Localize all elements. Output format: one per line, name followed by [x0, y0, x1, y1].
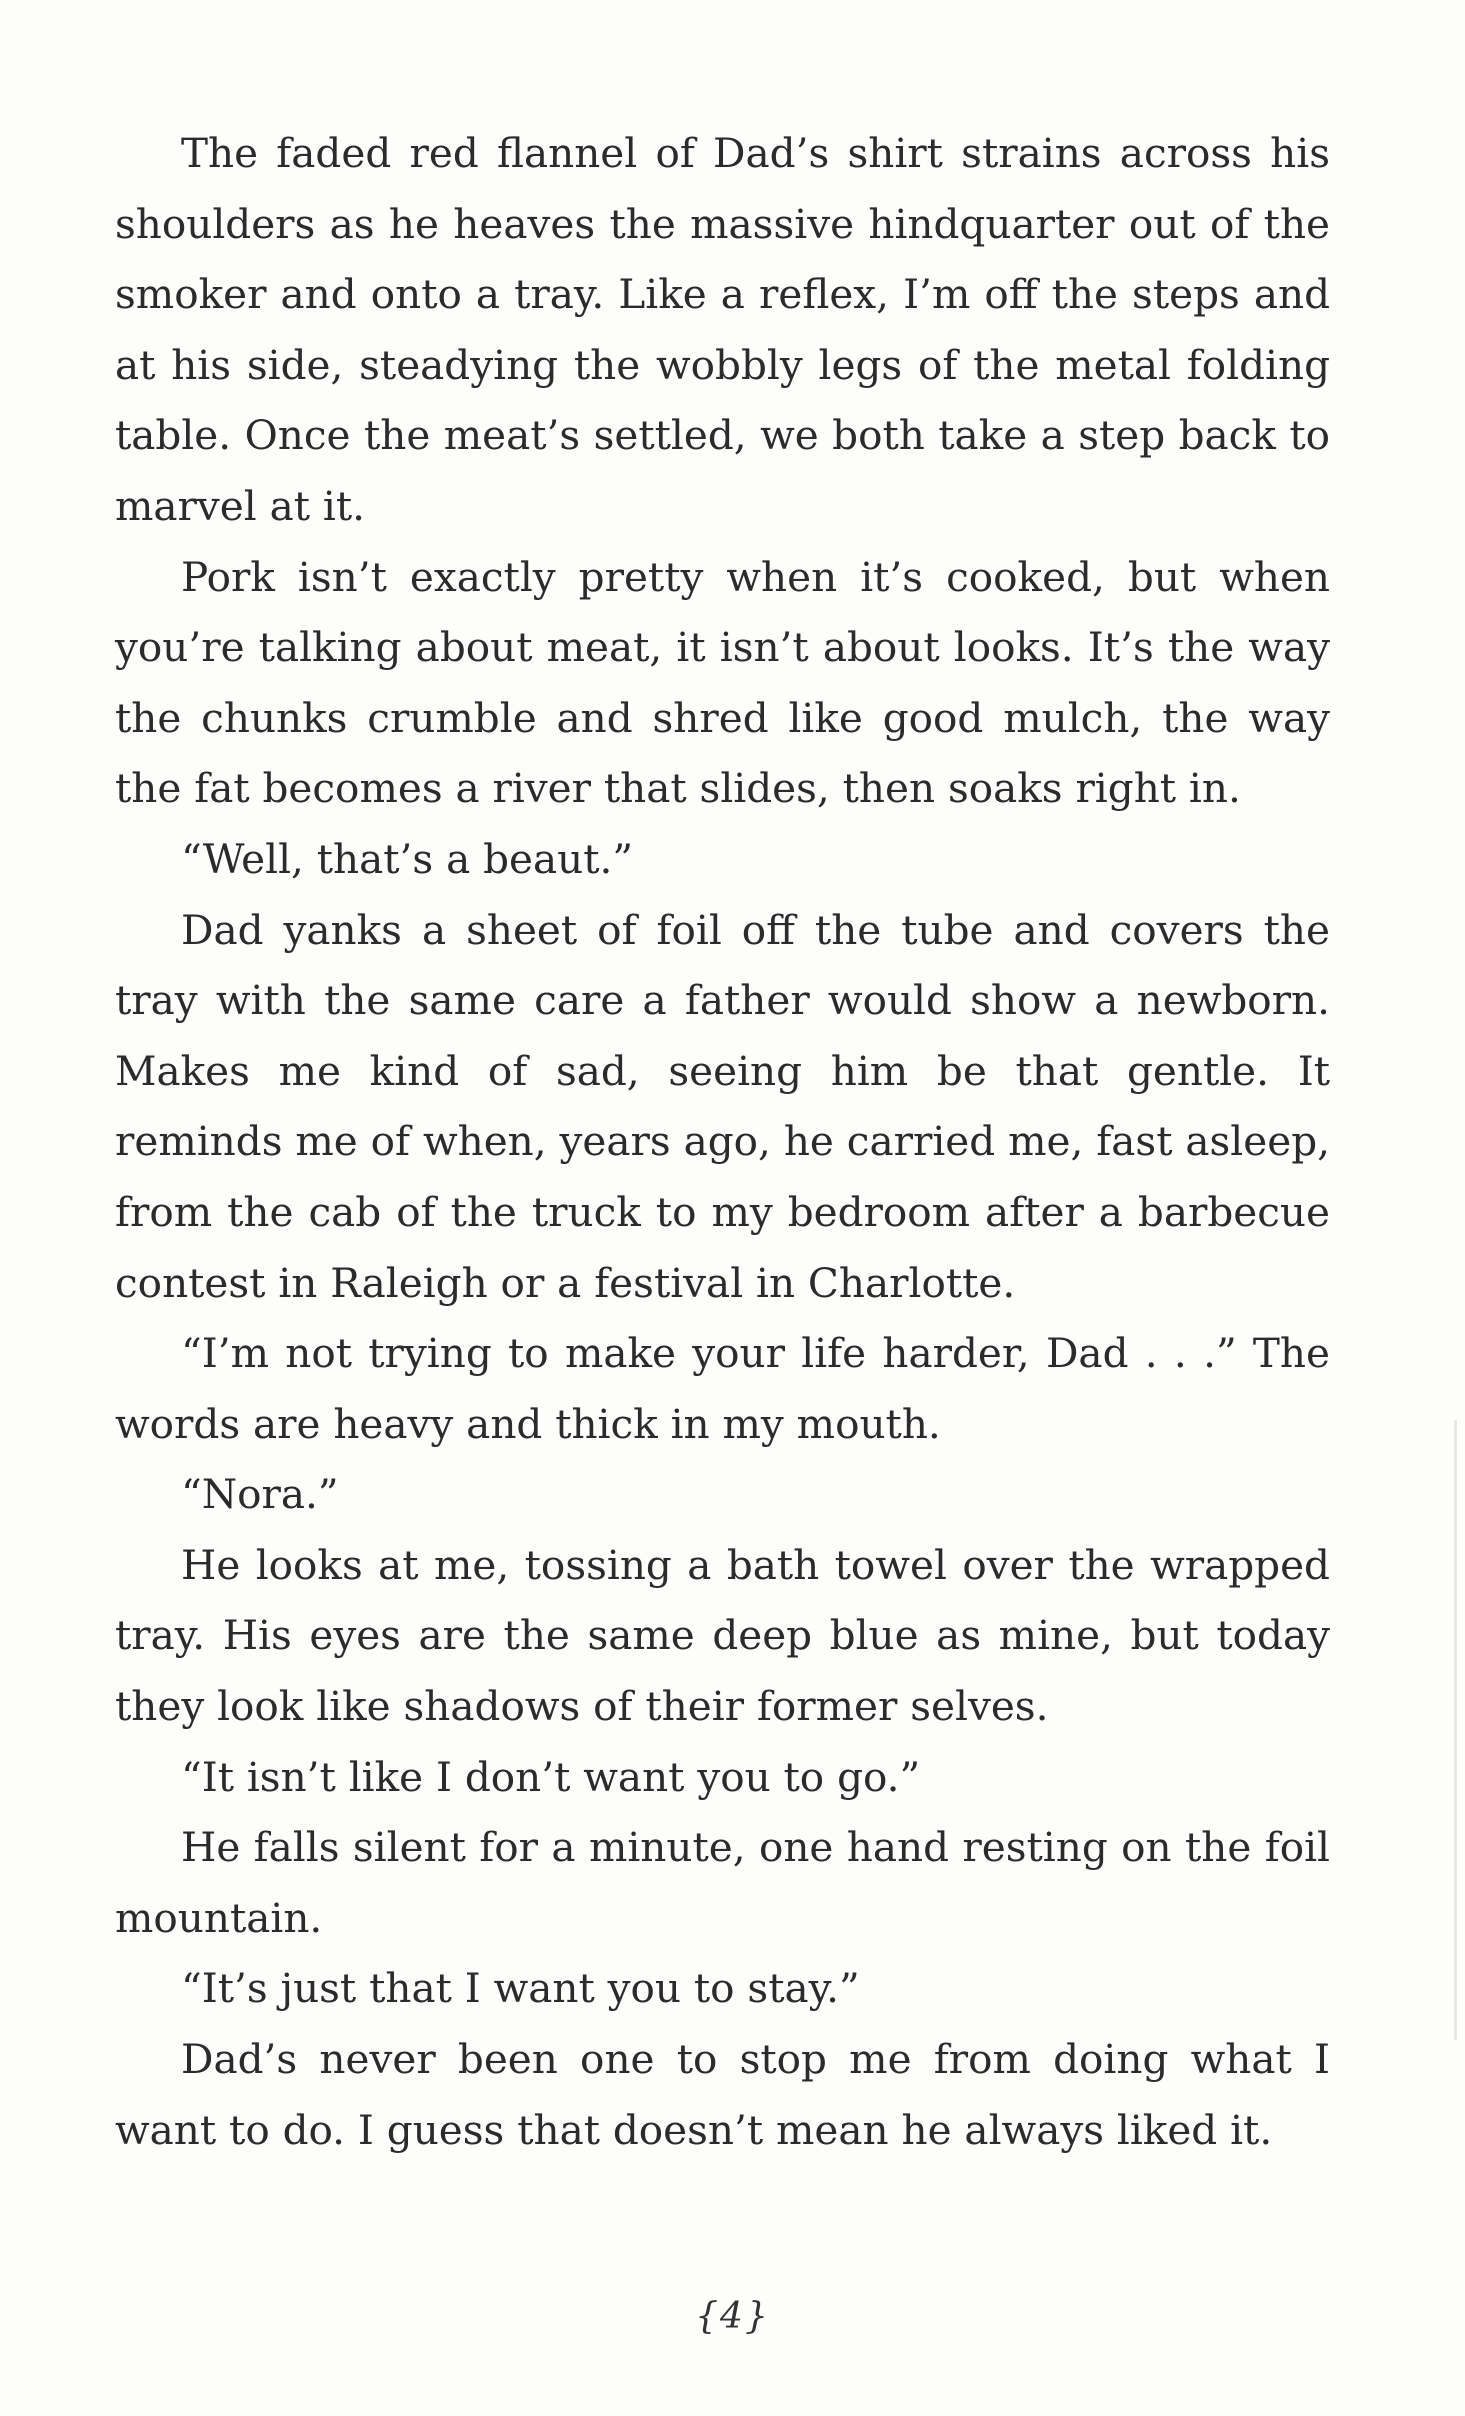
- body-text: [115, 118, 1330, 2165]
- paragraph: “I’m not trying to make your life harder, Dad . . .” The words are heavy and thick in my mouth.: [115, 1329, 1330, 1448]
- paragraph: Pork isn’t exactly pretty when it’s cooked, but when you’re talking about meat, it isn’t about looks. It’s the way the chunks crumble and shred like good mulch, the way the fat becomes a river that slides, then soaks right in.: [115, 552, 1330, 813]
- paragraph: Dad’s never been one to stop me from doing what I want to do. I guess that doesn’t mean he always liked it.: [115, 2035, 1330, 2154]
- paragraph: “Nora.”: [181, 1470, 339, 1519]
- page-edge-shadow: [1454, 1420, 1457, 2040]
- paragraph: He falls silent for a minute, one hand resting on the foil mountain.: [115, 1823, 1330, 1942]
- paragraph: Dad yanks a sheet of foil off the tube and covers the tray with the same care a father would show a newborn. Makes me kind of sad, seeing him be that gentle. It reminds me of when, years ago, he carried me, fast asleep, from the cab of the truck to my bedroom after a barbecue contest in Raleigh or a festival in Charlotte.: [115, 905, 1330, 1307]
- paragraph: “Well, that’s a beaut.”: [181, 834, 634, 883]
- page-number: {4}: [695, 2296, 770, 2337]
- paragraph: “It isn’t like I don’t want you to go.”: [181, 1752, 921, 1801]
- paragraph: The faded red flannel of Dad’s shirt strains across his shoulders as he heaves the massive hindquarter out of the smoker and onto a tray. Like a reflex, I’m off the steps and at his side, steadying the wobbly legs of the metal folding table. Once the meat’s settled, we both take a step back to marvel at it.: [115, 129, 1330, 530]
- paragraph: “It’s just that I want you to stay.”: [181, 1964, 860, 2013]
- paragraph: He looks at me, tossing a bath towel over the wrapped tray. His eyes are the same deep blue as mine, but today they look like shadows of their former selves.: [115, 1540, 1330, 1731]
